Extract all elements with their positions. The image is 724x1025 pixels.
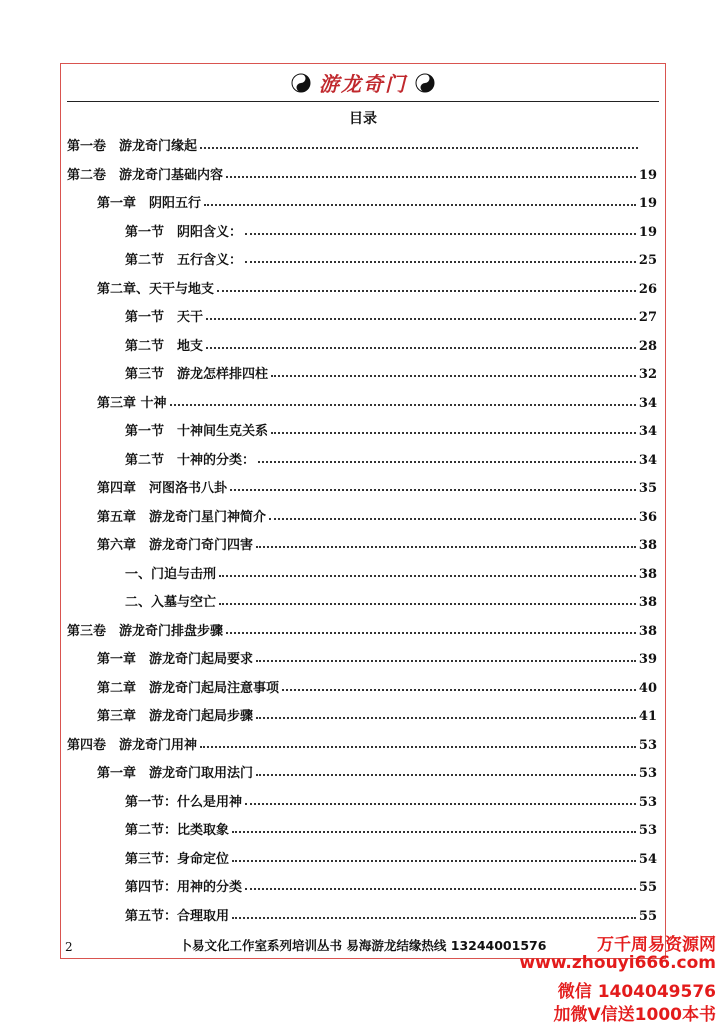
footer-text: 卜易文化工作室系列培训丛书 易海游龙结缘热线 13244001576 <box>179 938 547 953</box>
toc-entry-label: 第一节：什么是用神 <box>125 794 243 810</box>
toc-leader-dots <box>256 717 636 719</box>
toc-leader-dots <box>245 803 636 805</box>
toc-entry[interactable] <box>67 790 657 810</box>
toc-leader-dots <box>256 660 636 662</box>
toc-entry-label: 第一章 游龙奇门取用法门 <box>97 766 254 781</box>
toc-entry-label: 第三章 游龙奇门起局步骤 <box>97 709 254 724</box>
toc-entry-label: 第一章 阴阳五行 <box>97 196 202 211</box>
toc-entry[interactable] <box>67 391 657 411</box>
toc-leader-dots <box>232 860 636 862</box>
toc-leader-dots <box>219 575 636 577</box>
toc-entry-label: 第一卷 游龙奇门缘起 <box>67 139 198 154</box>
toc-entry-page: 53 <box>638 823 657 838</box>
toc-entry-label: 二、入墓与空亡 <box>125 595 217 610</box>
toc-entry-page: 34 <box>638 395 657 411</box>
toc-entry-page: 19 <box>638 167 657 183</box>
toc-entry-label: 第二卷 游龙奇门基础内容 <box>67 167 224 183</box>
toc-entry-page: 36 <box>638 509 657 525</box>
toc-entry-page: 19 <box>638 196 657 211</box>
toc-entry-label: 第二节 地支 <box>125 338 204 354</box>
toc-entry[interactable] <box>67 818 657 838</box>
toc-entry-page: 38 <box>638 595 657 610</box>
toc-entry[interactable] <box>67 562 657 582</box>
toc-leader-dots <box>256 774 636 776</box>
toc-entry[interactable] <box>67 248 657 268</box>
toc-entry-page: 38 <box>638 623 657 639</box>
page-frame <box>60 63 666 959</box>
toc-entry[interactable] <box>67 191 657 211</box>
toc-entry-label: 第一章 游龙奇门起局要求 <box>97 652 254 667</box>
toc-entry[interactable] <box>67 733 657 753</box>
header-divider <box>67 101 659 102</box>
toc-leader-dots <box>170 404 636 406</box>
toc-entry[interactable] <box>67 704 657 724</box>
toc-entry[interactable] <box>67 619 657 639</box>
toc-leader-dots <box>226 632 636 634</box>
toc-entry-label: 第五章 游龙奇门星门神简介 <box>97 509 267 525</box>
toc-title: 目录 <box>349 111 377 127</box>
toc-entry[interactable] <box>67 163 657 183</box>
toc-entry-label: 第四卷 游龙奇门用神 <box>67 737 198 753</box>
toc-entry-page: 25 <box>638 253 657 268</box>
toc-leader-dots <box>245 233 636 235</box>
toc-entry[interactable] <box>67 134 657 154</box>
toc-leader-dots <box>226 176 636 178</box>
toc-entry-label: 第二节 十神的分类： <box>125 452 256 468</box>
toc-entry[interactable] <box>67 362 657 382</box>
toc-entry-page: 34 <box>638 452 657 468</box>
toc-entry-page: 53 <box>638 766 657 781</box>
toc-leader-dots <box>282 689 636 691</box>
toc-entry-page: 54 <box>638 851 657 867</box>
toc-entry-page: 35 <box>638 481 657 496</box>
toc-entry[interactable] <box>67 875 657 895</box>
toc-leader-dots <box>217 290 636 292</box>
toc-entry-label: 第二节 五行含义： <box>125 253 243 268</box>
toc-entry-page: 55 <box>638 908 657 924</box>
toc-entry[interactable] <box>67 761 657 781</box>
toc-leader-dots <box>256 546 636 548</box>
toc-entry[interactable] <box>67 676 657 696</box>
toc-leader-dots <box>206 318 636 320</box>
page-footer <box>61 934 665 954</box>
toc-entry-page: 39 <box>638 652 657 667</box>
page-number: 2 <box>65 940 73 954</box>
toc-entry[interactable] <box>67 334 657 354</box>
toc-entry-label: 第三节：身命定位 <box>125 851 230 867</box>
toc-leader-dots <box>204 204 636 206</box>
watermark-line-3: 微信 1404049576 <box>557 982 716 1002</box>
toc-entry-page: 38 <box>638 566 657 582</box>
watermark-line-2: www.zhouyi666.com <box>519 953 716 973</box>
toc-leader-dots <box>200 746 636 748</box>
toc-entry-label: 第三章 十神 <box>97 395 167 411</box>
toc-leader-dots <box>206 347 636 349</box>
yin-yang-icon <box>291 73 311 93</box>
toc-entry[interactable] <box>67 220 657 240</box>
watermark-line-4: 加微V信送1000本书 <box>553 1005 716 1025</box>
toc-leader-dots <box>269 518 636 520</box>
toc-leader-dots <box>219 603 636 605</box>
toc-leader-dots <box>232 831 636 833</box>
toc-leader-dots <box>258 461 636 463</box>
toc-entry-page: 41 <box>638 709 657 724</box>
toc-entry-page: 26 <box>638 281 657 297</box>
toc-entry[interactable] <box>67 590 657 610</box>
toc-entry-page: 34 <box>638 424 657 439</box>
toc-entry-label: 第三卷 游龙奇门排盘步骤 <box>67 623 224 639</box>
toc-entry-page: 19 <box>638 224 657 240</box>
toc-entry-label: 第二章、天干与地支 <box>97 281 215 297</box>
toc-entry[interactable] <box>67 305 657 325</box>
yin-yang-icon <box>415 73 435 93</box>
toc-entry-label: 第五节：合理取用 <box>125 908 230 924</box>
toc-leader-dots <box>245 261 636 263</box>
toc-entry-page: 53 <box>638 737 657 753</box>
toc-entry-label: 第四章 河图洛书八卦 <box>97 481 228 496</box>
toc-leader-dots <box>245 888 636 890</box>
toc-entry[interactable] <box>67 277 657 297</box>
toc-entry[interactable] <box>67 904 657 924</box>
toc-entry[interactable] <box>67 533 657 553</box>
toc-entry-page: 27 <box>638 310 657 325</box>
toc-entry-label: 第二章 游龙奇门起局注意事项 <box>97 680 280 696</box>
toc-entry-label: 第一节 十神间生克关系 <box>125 424 269 439</box>
watermark-line-1: 万千周易资源网 <box>597 935 716 955</box>
toc-leader-dots <box>271 432 636 434</box>
toc-entry[interactable] <box>67 448 657 468</box>
toc-entry-page: 32 <box>638 367 657 382</box>
toc-entry-label: 第一节 阴阳含义： <box>125 224 243 240</box>
toc-entry-page: 40 <box>638 680 657 696</box>
toc-entry[interactable] <box>67 419 657 439</box>
toc-entry-page: 55 <box>638 880 657 895</box>
toc-entry-label: 第四节：用神的分类 <box>125 880 243 895</box>
toc-entry-page: 28 <box>638 338 657 354</box>
toc-entry-label: 第六章 游龙奇门奇门四害 <box>97 538 254 553</box>
toc-entry-label: 一、门迫与击刑 <box>125 566 217 582</box>
toc-entry[interactable] <box>67 847 657 867</box>
toc-entry-page: 53 <box>638 794 657 810</box>
toc-entry-label: 第一节 天干 <box>125 310 204 325</box>
toc-entry[interactable] <box>67 647 657 667</box>
toc-entry-label: 第二节：比类取象 <box>125 823 230 838</box>
header-title: 游龙奇门 <box>319 72 407 96</box>
toc-entry-label: 第三节 游龙怎样排四柱 <box>125 367 269 382</box>
page-header <box>61 68 665 100</box>
toc-leader-dots <box>271 375 636 377</box>
toc-entry[interactable] <box>67 476 657 496</box>
toc-leader-dots <box>232 917 636 919</box>
toc-leader-dots <box>230 489 636 491</box>
toc-leader-dots <box>200 147 638 149</box>
toc-entry[interactable] <box>67 505 657 525</box>
toc-entry-page: 38 <box>638 538 657 553</box>
